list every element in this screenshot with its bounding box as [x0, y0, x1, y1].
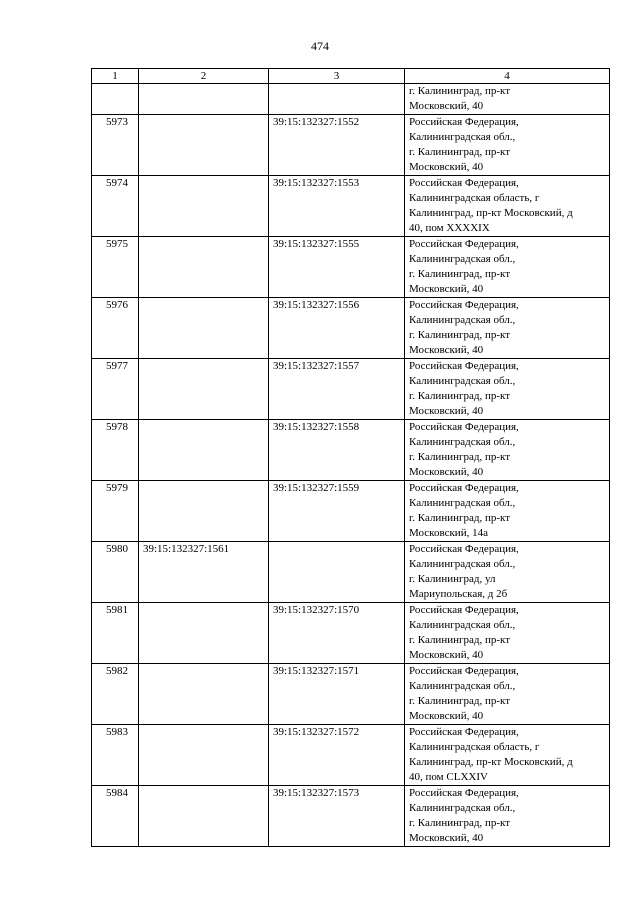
address-cell [405, 84, 610, 115]
address-line: Российская Федерация, [409, 299, 519, 311]
cadastral-number-cell-col2 [139, 603, 269, 664]
address-line: Российская Федерация, [409, 116, 519, 128]
table-row [92, 176, 610, 237]
cadastral-number-cell-col2 [139, 420, 269, 481]
cadastral-number-cell-col3 [269, 542, 405, 603]
row-number-cell: 5973 [92, 115, 139, 176]
address-line: г. Калининград, пр-кт [409, 85, 511, 97]
column-header-2: 2 [139, 69, 269, 84]
column-header-3: 3 [269, 69, 405, 84]
address-line: Калининградская область, г [409, 741, 540, 753]
address-line: г. Калининград, пр-кт [409, 329, 511, 341]
cadastral-number-cell-col3: 39:15:132327:1558 [269, 420, 405, 481]
header-row [92, 69, 610, 84]
address-line: Калининградская обл., [409, 375, 516, 387]
address-line: 40, пом CLXXIV [409, 771, 488, 783]
cadastral-number-cell-col2 [139, 725, 269, 786]
address-line: Российская Федерация, [409, 421, 519, 433]
address-line: г. Калининград, пр-кт [409, 634, 511, 646]
cadastral-number-cell-col2 [139, 786, 269, 847]
cadastral-number-cell-col3: 39:15:132327:1570 [269, 603, 405, 664]
address-line: Калининград, пр-кт Московский, д [409, 756, 573, 768]
address-line: Российская Федерация, [409, 543, 519, 555]
address-cell [405, 298, 610, 359]
row-number-cell: 5975 [92, 237, 139, 298]
cadastral-number-cell-col3: 39:15:132327:1553 [269, 176, 405, 237]
address-line: Московский, 40 [409, 405, 484, 417]
address-cell [405, 115, 610, 176]
row-number-cell: 5976 [92, 298, 139, 359]
table-row [92, 115, 610, 176]
row-number-cell: 5982 [92, 664, 139, 725]
cadastral-number-cell-col2 [139, 664, 269, 725]
address-line: г. Калининград, пр-кт [409, 512, 511, 524]
row-number-cell [92, 84, 139, 115]
cadastral-number-cell-col3: 39:15:132327:1572 [269, 725, 405, 786]
address-line: г. Калининград, пр-кт [409, 268, 511, 280]
row-number-cell: 5981 [92, 603, 139, 664]
cadastral-number-cell-col2 [139, 298, 269, 359]
column-header-1: 1 [92, 69, 139, 84]
address-line: Мариупольская, д 2б [409, 588, 508, 600]
address-line: г. Калининград, пр-кт [409, 390, 511, 402]
row-number-cell: 5983 [92, 725, 139, 786]
address-line: Российская Федерация, [409, 787, 519, 799]
address-line: Московский, 40 [409, 283, 484, 295]
row-number-cell: 5977 [92, 359, 139, 420]
address-line: Калининградская обл., [409, 680, 516, 692]
cadastral-number-cell-col2 [139, 176, 269, 237]
address-cell [405, 603, 610, 664]
address-line: 40, пом XXXXIX [409, 222, 490, 234]
address-cell [405, 420, 610, 481]
cadastral-number-cell-col2: 39:15:132327:1561 [139, 542, 269, 603]
address-line: Московский, 40 [409, 344, 484, 356]
cadastral-number-cell-col3: 39:15:132327:1571 [269, 664, 405, 725]
address-cell [405, 664, 610, 725]
address-line: Калининградская обл., [409, 131, 516, 143]
table-row [92, 481, 610, 542]
address-line: Московский, 40 [409, 161, 484, 173]
address-line: Российская Федерация, [409, 238, 519, 250]
cadastral-number-cell-col3: 39:15:132327:1559 [269, 481, 405, 542]
cadastral-number-cell-col3 [269, 84, 405, 115]
address-line: г. Калининград, пр-кт [409, 451, 511, 463]
address-line: Российская Федерация, [409, 177, 519, 189]
address-line: Российская Федерация, [409, 604, 519, 616]
table-row [92, 725, 610, 786]
address-line: Калининградская обл., [409, 314, 516, 326]
cadastral-number-cell-col3: 39:15:132327:1573 [269, 786, 405, 847]
address-line: Московский, 40 [409, 100, 484, 112]
address-cell [405, 237, 610, 298]
cadastral-number-cell-col3: 39:15:132327:1552 [269, 115, 405, 176]
table-row [92, 359, 610, 420]
address-line: Российская Федерация, [409, 482, 519, 494]
address-line: Калининград, пр-кт Московский, д [409, 207, 573, 219]
address-line: Российская Федерация, [409, 665, 519, 677]
address-cell [405, 176, 610, 237]
address-cell [405, 481, 610, 542]
cadastral-number-cell-col3: 39:15:132327:1555 [269, 237, 405, 298]
table-row [92, 542, 610, 603]
registry-table [91, 68, 610, 847]
cadastral-number-cell-col3: 39:15:132327:1556 [269, 298, 405, 359]
table-row [92, 420, 610, 481]
table-row [92, 237, 610, 298]
address-cell [405, 725, 610, 786]
address-line: Московский, 40 [409, 466, 484, 478]
address-line: Калининградская обл., [409, 253, 516, 265]
address-line: Российская Федерация, [409, 726, 519, 738]
address-line: Российская Федерация, [409, 360, 519, 372]
address-line: Московский, 40 [409, 710, 484, 722]
address-line: г. Калининград, ул [409, 573, 496, 585]
table-header [92, 69, 610, 84]
cadastral-number-cell-col2 [139, 237, 269, 298]
cadastral-number-cell-col2 [139, 84, 269, 115]
page-number: 474 [311, 39, 329, 53]
row-number-cell: 5974 [92, 176, 139, 237]
table-row [92, 603, 610, 664]
table-body [92, 84, 610, 847]
cadastral-number-cell-col2 [139, 115, 269, 176]
address-line: Калининградская область, г [409, 192, 540, 204]
row-number-cell: 5980 [92, 542, 139, 603]
address-line: г. Калининград, пр-кт [409, 146, 511, 158]
address-line: Калининградская обл., [409, 802, 516, 814]
table-row [92, 84, 610, 115]
cadastral-number-cell-col3: 39:15:132327:1557 [269, 359, 405, 420]
cadastral-number-cell-col2 [139, 481, 269, 542]
row-number-cell: 5984 [92, 786, 139, 847]
address-cell [405, 542, 610, 603]
address-line: Московский, 40 [409, 832, 484, 844]
table-row [92, 786, 610, 847]
address-line: Калининградская обл., [409, 558, 516, 570]
table-row [92, 298, 610, 359]
table-row [92, 664, 610, 725]
address-line: г. Калининград, пр-кт [409, 695, 511, 707]
row-number-cell: 5978 [92, 420, 139, 481]
address-line: Калининградская обл., [409, 436, 516, 448]
address-cell [405, 359, 610, 420]
address-line: Калининградская обл., [409, 619, 516, 631]
address-line: г. Калининград, пр-кт [409, 817, 511, 829]
address-line: Московский, 14а [409, 527, 488, 539]
column-header-4: 4 [405, 69, 610, 84]
address-cell [405, 786, 610, 847]
row-number-cell: 5979 [92, 481, 139, 542]
address-line: Московский, 40 [409, 649, 484, 661]
address-line: Калининградская обл., [409, 497, 516, 509]
cadastral-number-cell-col2 [139, 359, 269, 420]
